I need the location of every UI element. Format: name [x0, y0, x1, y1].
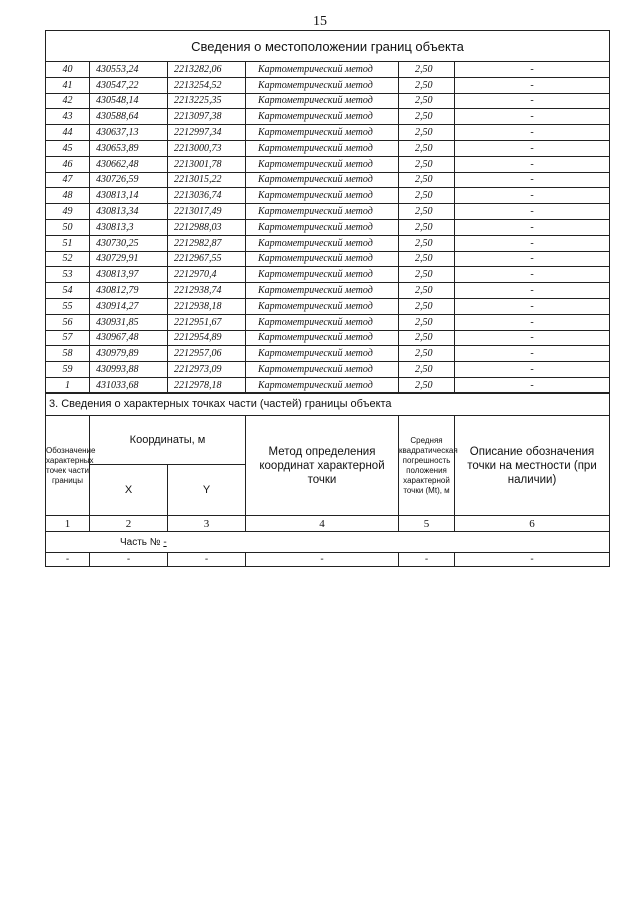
table-row [46, 172, 610, 188]
point-number: 57 [46, 330, 90, 346]
coord-x: 430547,22 [90, 77, 168, 93]
description-cell: - [455, 362, 610, 378]
coord-x: 430967,48 [90, 330, 168, 346]
coord-x: 430914,27 [90, 298, 168, 314]
coord-y: 2212978,18 [168, 377, 246, 393]
description-cell: - [455, 283, 610, 299]
accuracy-cell: 2,50 [399, 267, 455, 283]
method-cell: Картометрический метод [246, 346, 399, 362]
coord-x: 430813,3 [90, 219, 168, 235]
column-number: 3 [168, 516, 246, 532]
table-row [46, 125, 610, 141]
coord-y: 2212954,89 [168, 330, 246, 346]
coord-y: 2213225,35 [168, 93, 246, 109]
point-number: 55 [46, 298, 90, 314]
accuracy-cell: 2,50 [399, 362, 455, 378]
method-cell: Картометрический метод [246, 330, 399, 346]
description-cell: - [455, 314, 610, 330]
description-cell: - [455, 251, 610, 267]
method-cell: Картометрический метод [246, 362, 399, 378]
description-cell: - [455, 62, 610, 78]
column-number: 5 [399, 516, 455, 532]
table-row [46, 267, 610, 283]
column-number-row [46, 516, 610, 532]
table-row [46, 346, 610, 362]
point-number: 47 [46, 172, 90, 188]
table-row [46, 251, 610, 267]
table-row [46, 156, 610, 172]
method-cell: Картометрический метод [246, 298, 399, 314]
table-row [46, 235, 610, 251]
table-row [46, 77, 610, 93]
description-cell: - [455, 77, 610, 93]
part-row [46, 532, 610, 553]
table-row [46, 362, 610, 378]
point-number: 48 [46, 188, 90, 204]
table-row [46, 377, 610, 393]
accuracy-cell: 2,50 [399, 219, 455, 235]
coord-x: 430931,85 [90, 314, 168, 330]
accuracy-cell: 2,50 [399, 235, 455, 251]
coord-y: 2212988,03 [168, 219, 246, 235]
table-row [46, 314, 610, 330]
coord-x: 430588,64 [90, 109, 168, 125]
coord-x: 430813,34 [90, 204, 168, 220]
header-accuracy: Средняя квадратическая погрешность положения характерной точки (Mt), м [399, 416, 455, 516]
coord-x: 430729,91 [90, 251, 168, 267]
table-row [46, 109, 610, 125]
coord-y: 2213097,38 [168, 109, 246, 125]
method-cell: Картометрический метод [246, 172, 399, 188]
page-number: 15 [313, 14, 327, 29]
table-row [46, 330, 610, 346]
column-number: 4 [246, 516, 399, 532]
coord-y: 2213001,78 [168, 156, 246, 172]
method-cell: Картометрический метод [246, 140, 399, 156]
method-cell: Картометрический метод [246, 314, 399, 330]
method-cell: Картометрический метод [246, 125, 399, 141]
header-row [46, 416, 610, 465]
accuracy-cell: 2,50 [399, 140, 455, 156]
coord-y: 2212938,74 [168, 283, 246, 299]
table-title-row [46, 31, 610, 62]
coord-x: 430813,14 [90, 188, 168, 204]
point-number: 43 [46, 109, 90, 125]
point-number: 40 [46, 62, 90, 78]
header-description: Описание обозначения точки на местности (при наличии) [455, 416, 610, 516]
description-cell: - [455, 125, 610, 141]
accuracy-cell: 2,50 [399, 172, 455, 188]
method-cell: Картометрический метод [246, 377, 399, 393]
method-cell: Картометрический метод [246, 188, 399, 204]
part-cell [46, 532, 610, 553]
header-x: X [90, 465, 168, 516]
part-label: Часть № [120, 536, 161, 548]
coord-y: 2212951,67 [168, 314, 246, 330]
table-row [46, 283, 610, 299]
coord-x: 430553,24 [90, 62, 168, 78]
point-number: 56 [46, 314, 90, 330]
description-cell: - [455, 188, 610, 204]
method-cell: Картометрический метод [246, 109, 399, 125]
method-cell: Картометрический метод [246, 283, 399, 299]
coord-y: 2213000,73 [168, 140, 246, 156]
table-row [46, 140, 610, 156]
method-cell: Картометрический метод [246, 156, 399, 172]
point-number: 52 [46, 251, 90, 267]
description-cell: - [455, 235, 610, 251]
accuracy-cell: 2,50 [399, 62, 455, 78]
point-number: 49 [46, 204, 90, 220]
method-cell: Картометрический метод [246, 219, 399, 235]
description-cell: - [455, 298, 610, 314]
section-title: 3. Сведения о характерных точках части (частей) границы объекта [46, 393, 610, 416]
header-coordinates: Координаты, м [90, 416, 246, 465]
empty-cell: - [168, 553, 246, 567]
point-number: 41 [46, 77, 90, 93]
column-number: 6 [455, 516, 610, 532]
point-number: 1 [46, 377, 90, 393]
coord-y: 2212967,55 [168, 251, 246, 267]
header-point-designation: Обозначение характерных точек части границы [46, 416, 90, 516]
part-points-table [45, 392, 610, 567]
description-cell: - [455, 219, 610, 235]
table-title: Сведения о местоположении границ объекта [46, 31, 610, 62]
accuracy-cell: 2,50 [399, 377, 455, 393]
point-number: 51 [46, 235, 90, 251]
method-cell: Картометрический метод [246, 93, 399, 109]
coord-x: 430548,14 [90, 93, 168, 109]
coord-y: 2212997,34 [168, 125, 246, 141]
description-cell: - [455, 267, 610, 283]
accuracy-cell: 2,50 [399, 188, 455, 204]
empty-data-row [46, 553, 610, 567]
point-number: 44 [46, 125, 90, 141]
table-row [46, 298, 610, 314]
table-row [46, 93, 610, 109]
description-cell: - [455, 204, 610, 220]
point-number: 45 [46, 140, 90, 156]
empty-cell: - [399, 553, 455, 567]
coord-y: 2212970,4 [168, 267, 246, 283]
method-cell: Картометрический метод [246, 235, 399, 251]
method-cell: Картометрический метод [246, 204, 399, 220]
coord-y: 2213015,22 [168, 172, 246, 188]
description-cell: - [455, 346, 610, 362]
point-number: 53 [46, 267, 90, 283]
coord-y: 2213036,74 [168, 188, 246, 204]
point-number: 42 [46, 93, 90, 109]
point-number: 46 [46, 156, 90, 172]
empty-cell: - [455, 553, 610, 567]
coord-x: 430812,79 [90, 283, 168, 299]
empty-cell: - [46, 553, 90, 567]
coord-x: 430653,89 [90, 140, 168, 156]
table-row [46, 204, 610, 220]
coord-y: 2212973,09 [168, 362, 246, 378]
accuracy-cell: 2,50 [399, 93, 455, 109]
coord-x: 430637,13 [90, 125, 168, 141]
method-cell: Картометрический метод [246, 77, 399, 93]
table-row [46, 62, 610, 78]
accuracy-cell: 2,50 [399, 346, 455, 362]
coord-y: 2213282,06 [168, 62, 246, 78]
coord-y: 2213017,49 [168, 204, 246, 220]
accuracy-cell: 2,50 [399, 251, 455, 267]
column-number: 2 [90, 516, 168, 532]
part-value: - [163, 536, 167, 548]
description-cell: - [455, 172, 610, 188]
table-row [46, 219, 610, 235]
header-method: Метод определения координат характерной точки [246, 416, 399, 516]
accuracy-cell: 2,50 [399, 283, 455, 299]
column-number: 1 [46, 516, 90, 532]
method-cell: Картометрический метод [246, 267, 399, 283]
method-cell: Картометрический метод [246, 62, 399, 78]
coord-y: 2213254,52 [168, 77, 246, 93]
coord-x: 430726,59 [90, 172, 168, 188]
coord-x: 430979,89 [90, 346, 168, 362]
description-cell: - [455, 377, 610, 393]
description-cell: - [455, 330, 610, 346]
point-number: 59 [46, 362, 90, 378]
table-row [46, 188, 610, 204]
point-number: 58 [46, 346, 90, 362]
coord-y: 2212957,06 [168, 346, 246, 362]
accuracy-cell: 2,50 [399, 109, 455, 125]
point-number: 50 [46, 219, 90, 235]
description-cell: - [455, 140, 610, 156]
section-title-row [46, 393, 610, 416]
empty-cell: - [90, 553, 168, 567]
accuracy-cell: 2,50 [399, 77, 455, 93]
description-cell: - [455, 93, 610, 109]
empty-cell: - [246, 553, 399, 567]
coord-x: 430813,97 [90, 267, 168, 283]
accuracy-cell: 2,50 [399, 298, 455, 314]
description-cell: - [455, 156, 610, 172]
coord-x: 430662,48 [90, 156, 168, 172]
description-cell: - [455, 109, 610, 125]
header-y: Y [168, 465, 246, 516]
accuracy-cell: 2,50 [399, 330, 455, 346]
coord-y: 2212982,87 [168, 235, 246, 251]
coord-y: 2212938,18 [168, 298, 246, 314]
point-number: 54 [46, 283, 90, 299]
method-cell: Картометрический метод [246, 251, 399, 267]
coord-x: 430993,88 [90, 362, 168, 378]
coord-x: 431033,68 [90, 377, 168, 393]
coord-x: 430730,25 [90, 235, 168, 251]
accuracy-cell: 2,50 [399, 204, 455, 220]
accuracy-cell: 2,50 [399, 314, 455, 330]
accuracy-cell: 2,50 [399, 156, 455, 172]
accuracy-cell: 2,50 [399, 125, 455, 141]
boundary-coordinates-table [45, 30, 610, 394]
